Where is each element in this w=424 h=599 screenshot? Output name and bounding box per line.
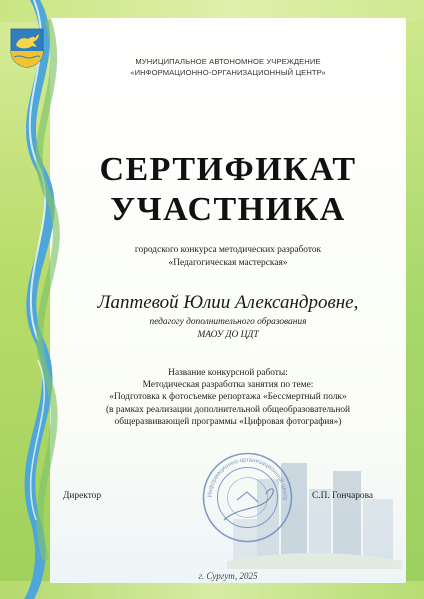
work-line-4: (в рамках реализации дополнительной общеобразовательной: [105, 404, 351, 415]
organization-line-2: «ИНФОРМАЦИОННО-ОРГАНИЗАЦИОННЫЙ ЦЕНТР»: [130, 68, 326, 77]
place-and-year: г. Сургут, 2025: [198, 571, 258, 581]
contest-line-1: городского конкурса методических разработок: [134, 245, 322, 255]
work-line-2: Методическая разработка занятия по теме:: [142, 380, 314, 391]
work-line-5: общеразвивающей программы «Цифровая фотография»): [114, 416, 342, 427]
title-line-1: СЕРТИФИКАТ: [99, 151, 357, 188]
certificate-title: [50, 150, 406, 230]
recipient-name: Лаптевой Юлии Александровне,: [97, 292, 359, 313]
coat-of-arms-icon: [10, 28, 44, 68]
work-line-3: «Подготовка к фотосъемке репортажа «Бессмертный полк»: [109, 392, 347, 403]
contest-name: [50, 244, 406, 270]
work-description: [50, 367, 406, 428]
signer-name: С.П. Гончарова: [312, 491, 374, 501]
organization-name: [50, 56, 406, 78]
stamp-seal: [200, 450, 295, 545]
recipient-position: [50, 316, 406, 341]
title-line-2: УЧАСТНИКА: [110, 191, 346, 228]
stamp-text: Информационно-организационный центр: [207, 457, 288, 501]
position-line-1: педагогу дополнительного образования: [149, 317, 307, 327]
contest-line-2: «Педагогическая мастерская»: [168, 258, 288, 268]
organization-line-1: МУНИЦИПАЛЬНОЕ АВТОНОМНОЕ УЧРЕЖДЕНИЕ: [135, 57, 321, 66]
director-label: Директор: [63, 491, 102, 501]
work-line-1: Название конкурсной работы:: [168, 368, 288, 378]
position-line-2: МАОУ ДО ЦДТ: [197, 329, 259, 340]
